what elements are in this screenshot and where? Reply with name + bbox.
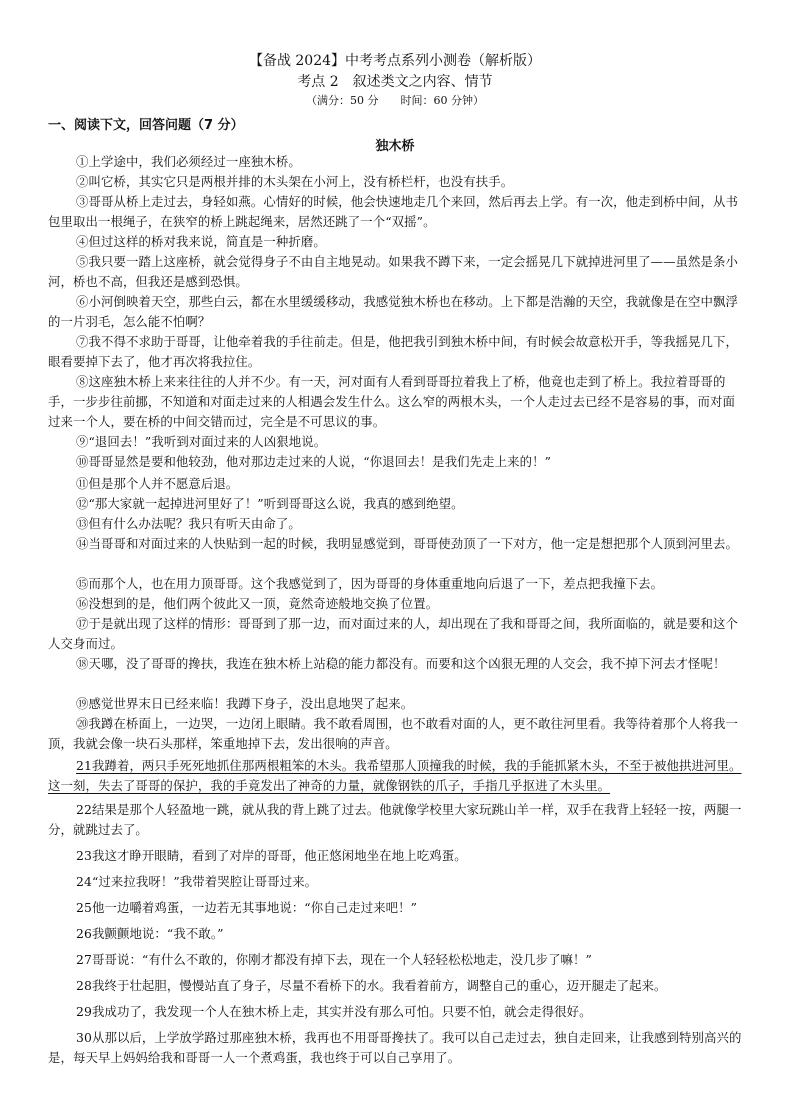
paragraph-25 [48, 898, 742, 918]
paragraph-marker: 24 [76, 874, 92, 889]
paragraph-text: 我终于壮起胆，慢慢站直了身子，尽量不看桥下的水。我看着前方，调整自己的重心，迈开腿走了起来。 [91, 978, 667, 993]
paragraph-text: 小河倒映着天空，那些白云，都在水里缓缓移动，我感觉独木桥也在移动。上下都是浩瀚的天空，我就像是在空中飘浮的一片羽毛，怎么能不怕啊？ [48, 294, 739, 329]
paragraph-10 [48, 452, 742, 472]
paragraph-marker: ⑰ [76, 616, 89, 631]
paragraph-marker: 29 [76, 1004, 92, 1019]
paragraph-text: “那大家就一起掉进河里好了！”听到哥哥这么说，我真的感到绝望。 [88, 496, 464, 511]
paragraph-12 [48, 494, 742, 514]
paragraph-marker: ⑧ [76, 374, 89, 389]
paragraph-text: 上学途中，我们必须经过一座独木桥。 [88, 154, 301, 169]
exam-title: 【备战 2024】中考考点系列小测卷（解析版） [248, 53, 542, 69]
paragraph-4 [48, 232, 742, 252]
exam-topic: 考点 2 叙述类文之内容、情节 [297, 74, 493, 90]
paragraph-text: 没想到的是，他们两个彼此又一顶，竟然奇迹般地交换了位置。 [88, 596, 439, 611]
paragraph-text: 哥哥说：“有什么不敢的，你刚才都没有掉下去，现在一个人轻轻松松地走，没几步了嘛！” [91, 952, 592, 967]
paragraph-18 [48, 654, 742, 674]
paragraph-text: 我蹲着，两只手死死地抓住那两根粗笨的木头。我希望那人顶撞我的时候，我的手能抓紧木头，不至于被他拱进河里。这一刻，失去了哥哥的保护，我的手竟发出了神奇的力量，就像钢铁的爪子，手指几乎抠进了木头里。 [48, 758, 742, 793]
paragraph-1 [48, 152, 742, 172]
paragraph-23 [48, 846, 742, 866]
paragraph-text: 感觉世界末日已经来临！我蹲下身子，没出息地哭了起来。 [88, 696, 414, 711]
paragraph-marker: 21 [76, 758, 92, 773]
paragraph-19 [48, 694, 742, 714]
paragraph-26 [48, 924, 742, 944]
paragraph-11 [48, 474, 742, 494]
paragraph-7 [48, 332, 742, 372]
paragraph-28 [48, 976, 742, 996]
paragraph-marker: ⑪ [76, 476, 89, 491]
paragraph-marker: 30 [76, 1030, 92, 1045]
paragraph-text: 哥哥显然是要和他较劲，他对那边走过来的人说，“你退回去！是我们先走上来的！” [88, 454, 552, 469]
paragraph-21 [48, 756, 742, 796]
paragraph-text: 我只要一踏上这座桥，就会觉得身子不由自主地晃动。如果我不蹲下来，一定会摇晃几下就掉进河里了——虽然是条小河，桥也不高，但我还是感到恐惧。 [48, 254, 739, 289]
paragraph-text: 于是就出现了这样的情形：哥哥到了那一边，而对面过来的人，却出现在了我和哥哥之间，我所面临的，就是要和这个人交身而过。 [48, 616, 739, 651]
paragraph-marker: 23 [76, 848, 92, 863]
paragraph-marker: ⑳ [76, 716, 89, 731]
paragraph-text: 我颤颤地说：“我不敢。” [91, 926, 224, 941]
paragraph-marker: ⑮ [76, 576, 89, 591]
paragraph-marker: ⑦ [76, 334, 89, 349]
paragraph-text: 但是那个人并不愿意后退。 [88, 476, 239, 491]
article-title: 独木桥 [375, 139, 415, 154]
paragraph-marker: 25 [76, 900, 92, 915]
paragraph-text: 天哪，没了哥哥的搀扶，我连在独木桥上站稳的能力都没有。而要和这个凶狠无理的人交会，我不掉下河去才怪呢！ [88, 656, 726, 671]
paragraph-text: 哥哥从桥上走过去，身轻如燕。心情好的时候，他会快速地走几个来回，然后再去上学。有一次，他走到桥中间，从书包里取出一根绳子，在狭窄的桥上跳起绳来，居然还跳了一个“双摇”。 [48, 194, 739, 229]
paragraph-marker: ② [76, 174, 89, 189]
paragraph-marker: ⑲ [76, 696, 89, 711]
paragraph-marker: ① [76, 154, 89, 169]
paragraph-text: 叫它桥，其实它只是两根并排的木头架在小河上，没有桥栏杆，也没有扶手。 [88, 174, 514, 189]
paragraph-2 [48, 172, 742, 192]
paragraph-marker: 22 [76, 802, 92, 817]
paragraph-marker: ③ [76, 194, 89, 209]
paragraph-text: 结果是那个人轻盈地一跳，就从我的背上跳了过去。他就像学校里大家玩跳山羊一样，双手在我背上轻轻一按，两腿一分，就跳过去了。 [48, 802, 742, 837]
paragraph-text: “退回去！”我听到对面过来的人凶狠地说。 [88, 434, 327, 449]
paragraph-29 [48, 1002, 742, 1022]
paragraph-marker: ⑩ [76, 454, 89, 469]
paragraph-marker: ⑨ [76, 434, 89, 449]
paragraph-9 [48, 432, 742, 452]
paragraph-marker: 26 [76, 926, 92, 941]
paragraph-27 [48, 950, 742, 970]
paragraph-marker: ⑭ [76, 536, 89, 551]
paragraph-marker: ④ [76, 234, 89, 249]
paragraph-24 [48, 872, 742, 892]
paragraph-marker: 28 [76, 978, 92, 993]
paragraph-22 [48, 800, 742, 840]
paragraph-text: 这座独木桥上来来往往的人并不少。有一天，河对面有人看到哥哥拉着我上了桥，他竟也走到了桥上。我拉着哥哥的手，一步步往前挪，不知道和对面走过来的人相遇会发生什么。这么窄的两根木头，一个人走过去已经不是容易的事，而对面过来一个人，要在桥的中间交错而过，完全是不可思议的事。 [48, 374, 735, 429]
paragraph-3 [48, 192, 742, 232]
paragraph-marker: ⑱ [76, 656, 89, 671]
paragraph-14 [48, 534, 742, 554]
paragraph-20 [48, 714, 742, 754]
paragraph-6 [48, 292, 742, 332]
paragraph-text: “过来拉我呀！”我带着哭腔让哥哥过来。 [91, 874, 318, 889]
paragraph-marker: ⑥ [76, 294, 89, 309]
paragraph-marker: ⑯ [76, 596, 89, 611]
paragraph-text: 当哥哥和对面过来的人快贴到一起的时候，我明显感觉到，哥哥使劲顶了一下对方，他一定是想把那个人顶到河里去。 [88, 536, 739, 551]
exam-info: （满分：50 分 时间：60 分钟） [306, 94, 484, 107]
paragraph-13 [48, 514, 742, 534]
paragraph-16 [48, 594, 742, 614]
paragraph-text: 从那以后，上学放学路过那座独木桥，我再也不用哥哥搀扶了。我可以自己走过去，独自走回来，让我感到特别高兴的是，每天早上妈妈给我和哥哥一人一个煮鸡蛋，我也终于可以自己享用了。 [48, 1030, 742, 1065]
paragraph-marker: ⑬ [76, 516, 89, 531]
paragraph-text: 我成功了，我发现一个人在独木桥上走，其实并没有那么可怕。只要不怕，就会走得很好。 [91, 1004, 592, 1019]
paragraph-30 [48, 1028, 742, 1068]
paragraph-text: 但有什么办法呢？我只有听天由命了。 [88, 516, 301, 531]
paragraph-15 [48, 574, 742, 594]
paragraph-5 [48, 252, 742, 292]
paragraph-text: 但过这样的桥对我来说，简直是一种折磨。 [88, 234, 326, 249]
paragraph-text: 我这才睁开眼睛，看到了对岸的哥哥，他正悠闲地坐在地上吃鸡蛋。 [91, 848, 467, 863]
paragraph-marker: 27 [76, 952, 92, 967]
paragraph-text: 我蹲在桥面上，一边哭，一边闭上眼睛。我不敢看周围，也不敢看对面的人，更不敢往河里看。我等待着那个人将我一顶，我就会像一块石头那样，笨重地掉下去，发出很响的声音。 [48, 716, 739, 751]
paragraph-marker: ⑫ [76, 496, 89, 511]
paragraph-8 [48, 372, 742, 432]
paragraph-17 [48, 614, 742, 654]
paragraph-text: 而那个人，也在用力顶哥哥。这个我感觉到了，因为哥哥的身体重重地向后退了一下，差点把我撞下去。 [88, 576, 664, 591]
paragraph-marker: ⑤ [76, 254, 89, 269]
section-heading: 一、阅读下文，回答问题（7 分） [48, 118, 244, 133]
paragraph-text: 他一边嚼着鸡蛋，一边若无其事地说：“你自己走过来吧！” [91, 900, 418, 915]
paragraph-text: 我不得不求助于哥哥，让他牵着我的手往前走。但是，他把我引到独木桥中间，有时候会故意松开手，等我摇晃几下，眼看要掉下去了，他才再次将我拉住。 [48, 334, 739, 369]
